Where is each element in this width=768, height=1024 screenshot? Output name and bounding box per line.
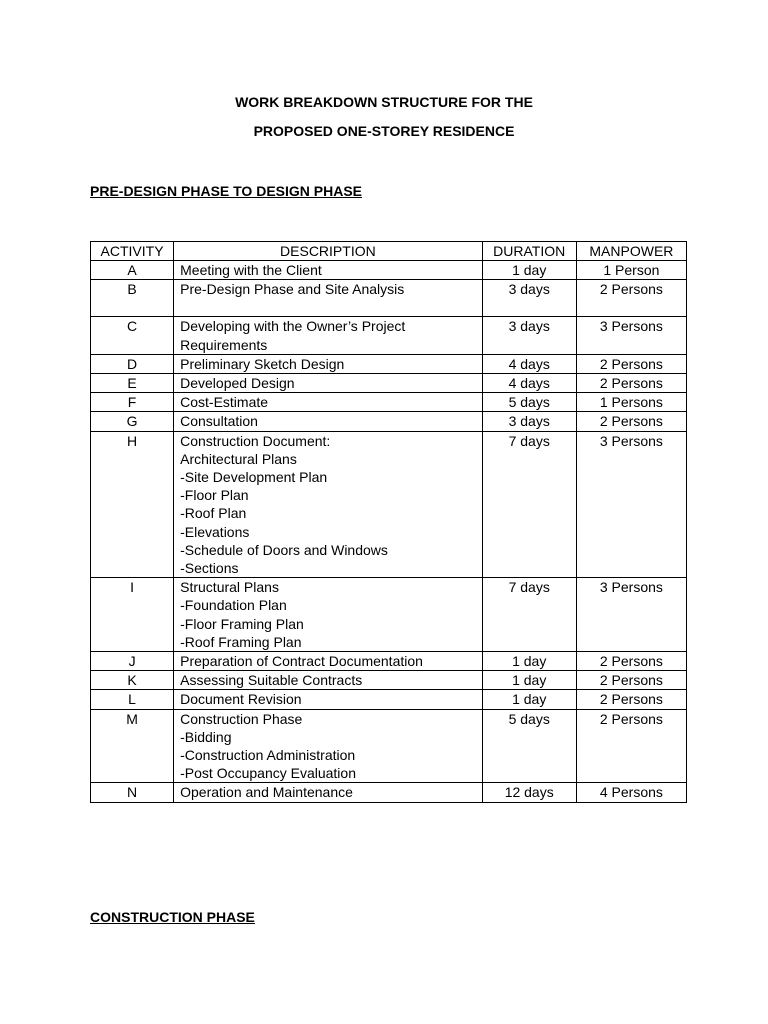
table-row [91, 354, 687, 373]
description-line: -Roof Plan [180, 505, 247, 522]
cell-activity: B [91, 280, 174, 317]
description-line: -Bidding [180, 728, 232, 745]
table-row [91, 261, 687, 280]
description-line: -Site Development Plan [180, 469, 328, 486]
cell-manpower: 2 Persons [576, 652, 686, 671]
cell-activity: K [91, 671, 174, 690]
cell-manpower: 3 Persons [576, 578, 686, 652]
description-line: Document Revision [180, 691, 302, 708]
work-breakdown-table [90, 241, 687, 803]
table-row [91, 709, 687, 783]
cell-description [174, 280, 483, 317]
cell-manpower: 2 Persons [576, 709, 686, 783]
header-description: DESCRIPTION [174, 242, 483, 261]
cell-description [174, 709, 483, 783]
cell-duration: 5 days [482, 709, 576, 783]
description-line: -Schedule of Doors and Windows [180, 541, 388, 558]
cell-description [174, 690, 483, 709]
cell-description [174, 354, 483, 373]
description-line: -Floor Framing Plan [180, 615, 304, 632]
description-line: Developed Design [180, 375, 295, 392]
cell-activity: D [91, 354, 174, 373]
cell-description [174, 783, 483, 802]
cell-manpower: 3 Persons [576, 431, 686, 578]
description-line: Requirements [180, 336, 268, 353]
cell-manpower: 1 Persons [576, 393, 686, 412]
cell-description [174, 317, 483, 354]
cell-duration: 7 days [482, 431, 576, 578]
cell-manpower: 2 Persons [576, 690, 686, 709]
cell-manpower: 2 Persons [576, 671, 686, 690]
header-manpower: MANPOWER [576, 242, 686, 261]
cell-description [174, 374, 483, 393]
cell-activity: M [91, 709, 174, 783]
cell-duration: 3 days [482, 412, 576, 431]
description-line: -Foundation Plan [180, 597, 287, 614]
table-row [91, 652, 687, 671]
cell-description [174, 431, 483, 578]
cell-duration: 3 days [482, 280, 576, 317]
cell-description [174, 578, 483, 652]
header-duration: DURATION [482, 242, 576, 261]
description-line: -Elevations [180, 523, 250, 540]
cell-activity: H [91, 431, 174, 578]
cell-duration: 4 days [482, 354, 576, 373]
description-line: Cost-Estimate [180, 394, 269, 411]
cell-activity: L [91, 690, 174, 709]
cell-manpower: 2 Persons [576, 374, 686, 393]
description-line: Pre-Design Phase and Site Analysis [180, 281, 405, 298]
header-activity: ACTIVITY [91, 242, 174, 261]
document-title-line-2: PROPOSED ONE-STOREY RESIDENCE [253, 123, 515, 139]
table-body [91, 261, 687, 802]
cell-activity: I [91, 578, 174, 652]
table-row [91, 412, 687, 431]
description-line: -Sections [180, 560, 239, 577]
cell-manpower: 1 Person [576, 261, 686, 280]
description-line: Construction Document: [180, 432, 331, 449]
cell-duration: 4 days [482, 374, 576, 393]
cell-manpower: 2 Persons [576, 412, 686, 431]
cell-activity: E [91, 374, 174, 393]
description-line: -Roof Framing Plan [180, 633, 302, 650]
cell-description [174, 393, 483, 412]
description-line: Preliminary Sketch Design [180, 355, 345, 372]
table-row [91, 431, 687, 578]
cell-manpower: 2 Persons [576, 280, 686, 317]
cell-duration: 5 days [482, 393, 576, 412]
cell-description [174, 261, 483, 280]
cell-manpower: 4 Persons [576, 783, 686, 802]
cell-duration: 12 days [482, 783, 576, 802]
table-row [91, 783, 687, 802]
cell-activity: F [91, 393, 174, 412]
description-line: Assessing Suitable Contracts [180, 672, 363, 689]
cell-activity: G [91, 412, 174, 431]
description-line: Developing with the Owner’s Project [180, 318, 406, 335]
cell-duration: 3 days [482, 317, 576, 354]
cell-activity: A [91, 261, 174, 280]
description-line: -Construction Administration [180, 747, 356, 764]
document-title-line-1: WORK BREAKDOWN STRUCTURE FOR THE [235, 94, 533, 110]
table-row [91, 578, 687, 652]
description-line: -Floor Plan [180, 487, 249, 504]
cell-manpower: 2 Persons [576, 354, 686, 373]
description-line: Preparation of Contract Documentation [180, 653, 423, 670]
cell-duration: 1 day [482, 690, 576, 709]
cell-duration: 1 day [482, 671, 576, 690]
cell-activity: C [91, 317, 174, 354]
description-line: -Post Occupancy Evaluation [180, 765, 356, 782]
table-row [91, 280, 687, 317]
description-line: Operation and Maintenance [180, 784, 353, 801]
cell-description [174, 671, 483, 690]
cell-description [174, 412, 483, 431]
description-line: Architectural Plans [180, 450, 297, 467]
table-header-row [91, 242, 687, 261]
cell-activity: J [91, 652, 174, 671]
table-row [91, 374, 687, 393]
table-row [91, 317, 687, 354]
description-line: Consultation [180, 413, 258, 430]
section-heading-construction: CONSTRUCTION PHASE [90, 909, 255, 925]
table-row [91, 393, 687, 412]
description-line: Construction Phase [180, 710, 303, 727]
cell-activity: N [91, 783, 174, 802]
cell-manpower: 3 Persons [576, 317, 686, 354]
cell-duration: 1 day [482, 652, 576, 671]
section-heading-predesign: PRE-DESIGN PHASE TO DESIGN PHASE [90, 183, 363, 199]
table-row [91, 671, 687, 690]
table-row [91, 690, 687, 709]
cell-duration: 1 day [482, 261, 576, 280]
cell-duration: 7 days [482, 578, 576, 652]
description-line: Structural Plans [180, 579, 279, 596]
description-line: Meeting with the Client [180, 262, 322, 279]
cell-description [174, 652, 483, 671]
